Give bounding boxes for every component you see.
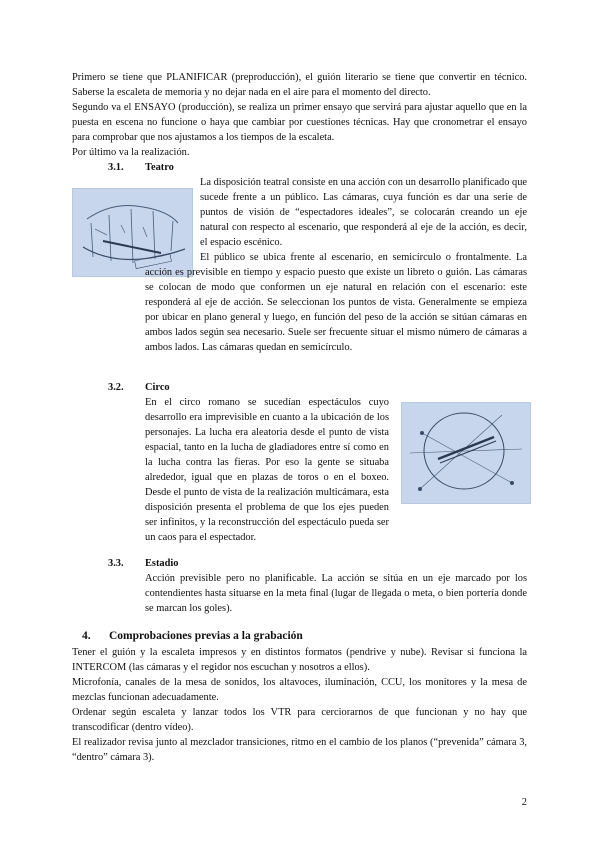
intro-paragraph-3: Por último va la realización.: [72, 147, 190, 158]
circus-sketch-drawing: [402, 403, 530, 503]
section-3-1-title: Teatro: [145, 162, 174, 173]
section-3-2-paragraph-1: En el circo romano se sucedían espectáculos cuyo desarrollo era imprevisible en cuanto a la ubicación de los personajes. La lucha era aleatoria desde el punto de vista espacial, tanto en la lucha de gladiadores entre sí como en la lucha contra las fieras. Por eso la gente se situaba alrededor, igual que en plazas de toros o en el boxeo. Desde el punto de vista de la realización multicámara, esta disposición presenta el problema de que los ejes pueden ser infinitos, y la reconstrucción del espectáculo pueda ser un caos para el espectador.: [145, 397, 389, 543]
section-3-1-paragraph-1: La disposición teatral consiste en una acción con un desarrollo planificado que sucede frente a un público. Las cámaras, cuya función es dar una serie de puntos de visión de “espectadores ideales”, se colocarán creando un eje natural con respecto al escenario, que responderá al eje de la acción, es decir, el espacio escénico.: [200, 177, 527, 248]
section-3-1-number: 3.1.: [108, 162, 124, 173]
section-4-paragraph-2: Microfonía, canales de la mesa de sonidos, los altavoces, iluminación, CCU, los monitores y la mesa de mezclas funcionan adecuadamente.: [72, 677, 527, 703]
intro-paragraph-1: Primero se tiene que PLANIFICAR (preproducción), el guión literario se tiene que convertir en técnico. Saberse la escaleta de memoria y no dejar nada en el aire para el momento del directo.: [72, 72, 527, 98]
section-4-paragraph-4: El realizador revisa junto al mezclador transiciones, ritmo en el cambio de los planos (“prevenida” cámara 3, “dentro” cámara 3).: [72, 737, 527, 763]
circus-sketch-image: [401, 402, 531, 504]
section-4-paragraph-1: Tener el guión y la escaleta impresos y en distintos formatos (pendrive y nube). Revisar si funciona la INTERCOM (las cámaras y el regidor nos escuchan y nosotros a ellos).: [72, 647, 527, 673]
section-3-3-paragraph-1: Acción previsible pero no planificable. La acción se sitúa en un eje marcado por los contendientes hasta situarse en la meta final (lugar de llegada o meta, o bien portería donde se marcan los goles).: [145, 573, 527, 614]
section-4-paragraph-3: Ordenar según escaleta y lanzar todos los VTR para cerciorarnos de que funcionan y no hay que transcodificar (dentro vídeo).: [72, 707, 527, 733]
section-3-2-title: Circo: [145, 382, 170, 393]
section-3-3-title: Estadio: [145, 558, 179, 569]
section-3-3-number: 3.3.: [108, 558, 124, 569]
page-number: 2: [521, 797, 527, 808]
section-3-2-number: 3.2.: [108, 382, 124, 393]
section-3-1-paragraph-2: El público se ubica frente al escenario, en semicírculo o frontalmente. La acción es previsible en tiempo y espacio puesto que existe un libreto o guión. Las cámaras se colocan de modo que conformen un eje natural en relación con el escenario: este responderá al eje de acción. Se seleccionan los puntos de vista. Generalmente se empieza por ubicar en plano general y luego, en función del peso de la acción se sitúan cámaras en ambos lados según sea necesario. Suele ser frecuente situar el mismo número de cámaras a ambos lados. Las cámaras quedan en semicírculo.: [145, 252, 527, 353]
section-4-number: 4.: [82, 630, 91, 642]
intro-paragraph-2: Segundo va el ENSAYO (producción), se realiza un primer ensayo que servirá para ajustar aquello que en la puesta en escena no funcione o haya que cambiar por cuestiones técnicas. Hay que cronometrar el ensayo para comprobar que nos ajustamos a los tiempos de la escaleta.: [72, 102, 527, 143]
section-4-title: Comprobaciones previas a la grabación: [109, 630, 303, 642]
